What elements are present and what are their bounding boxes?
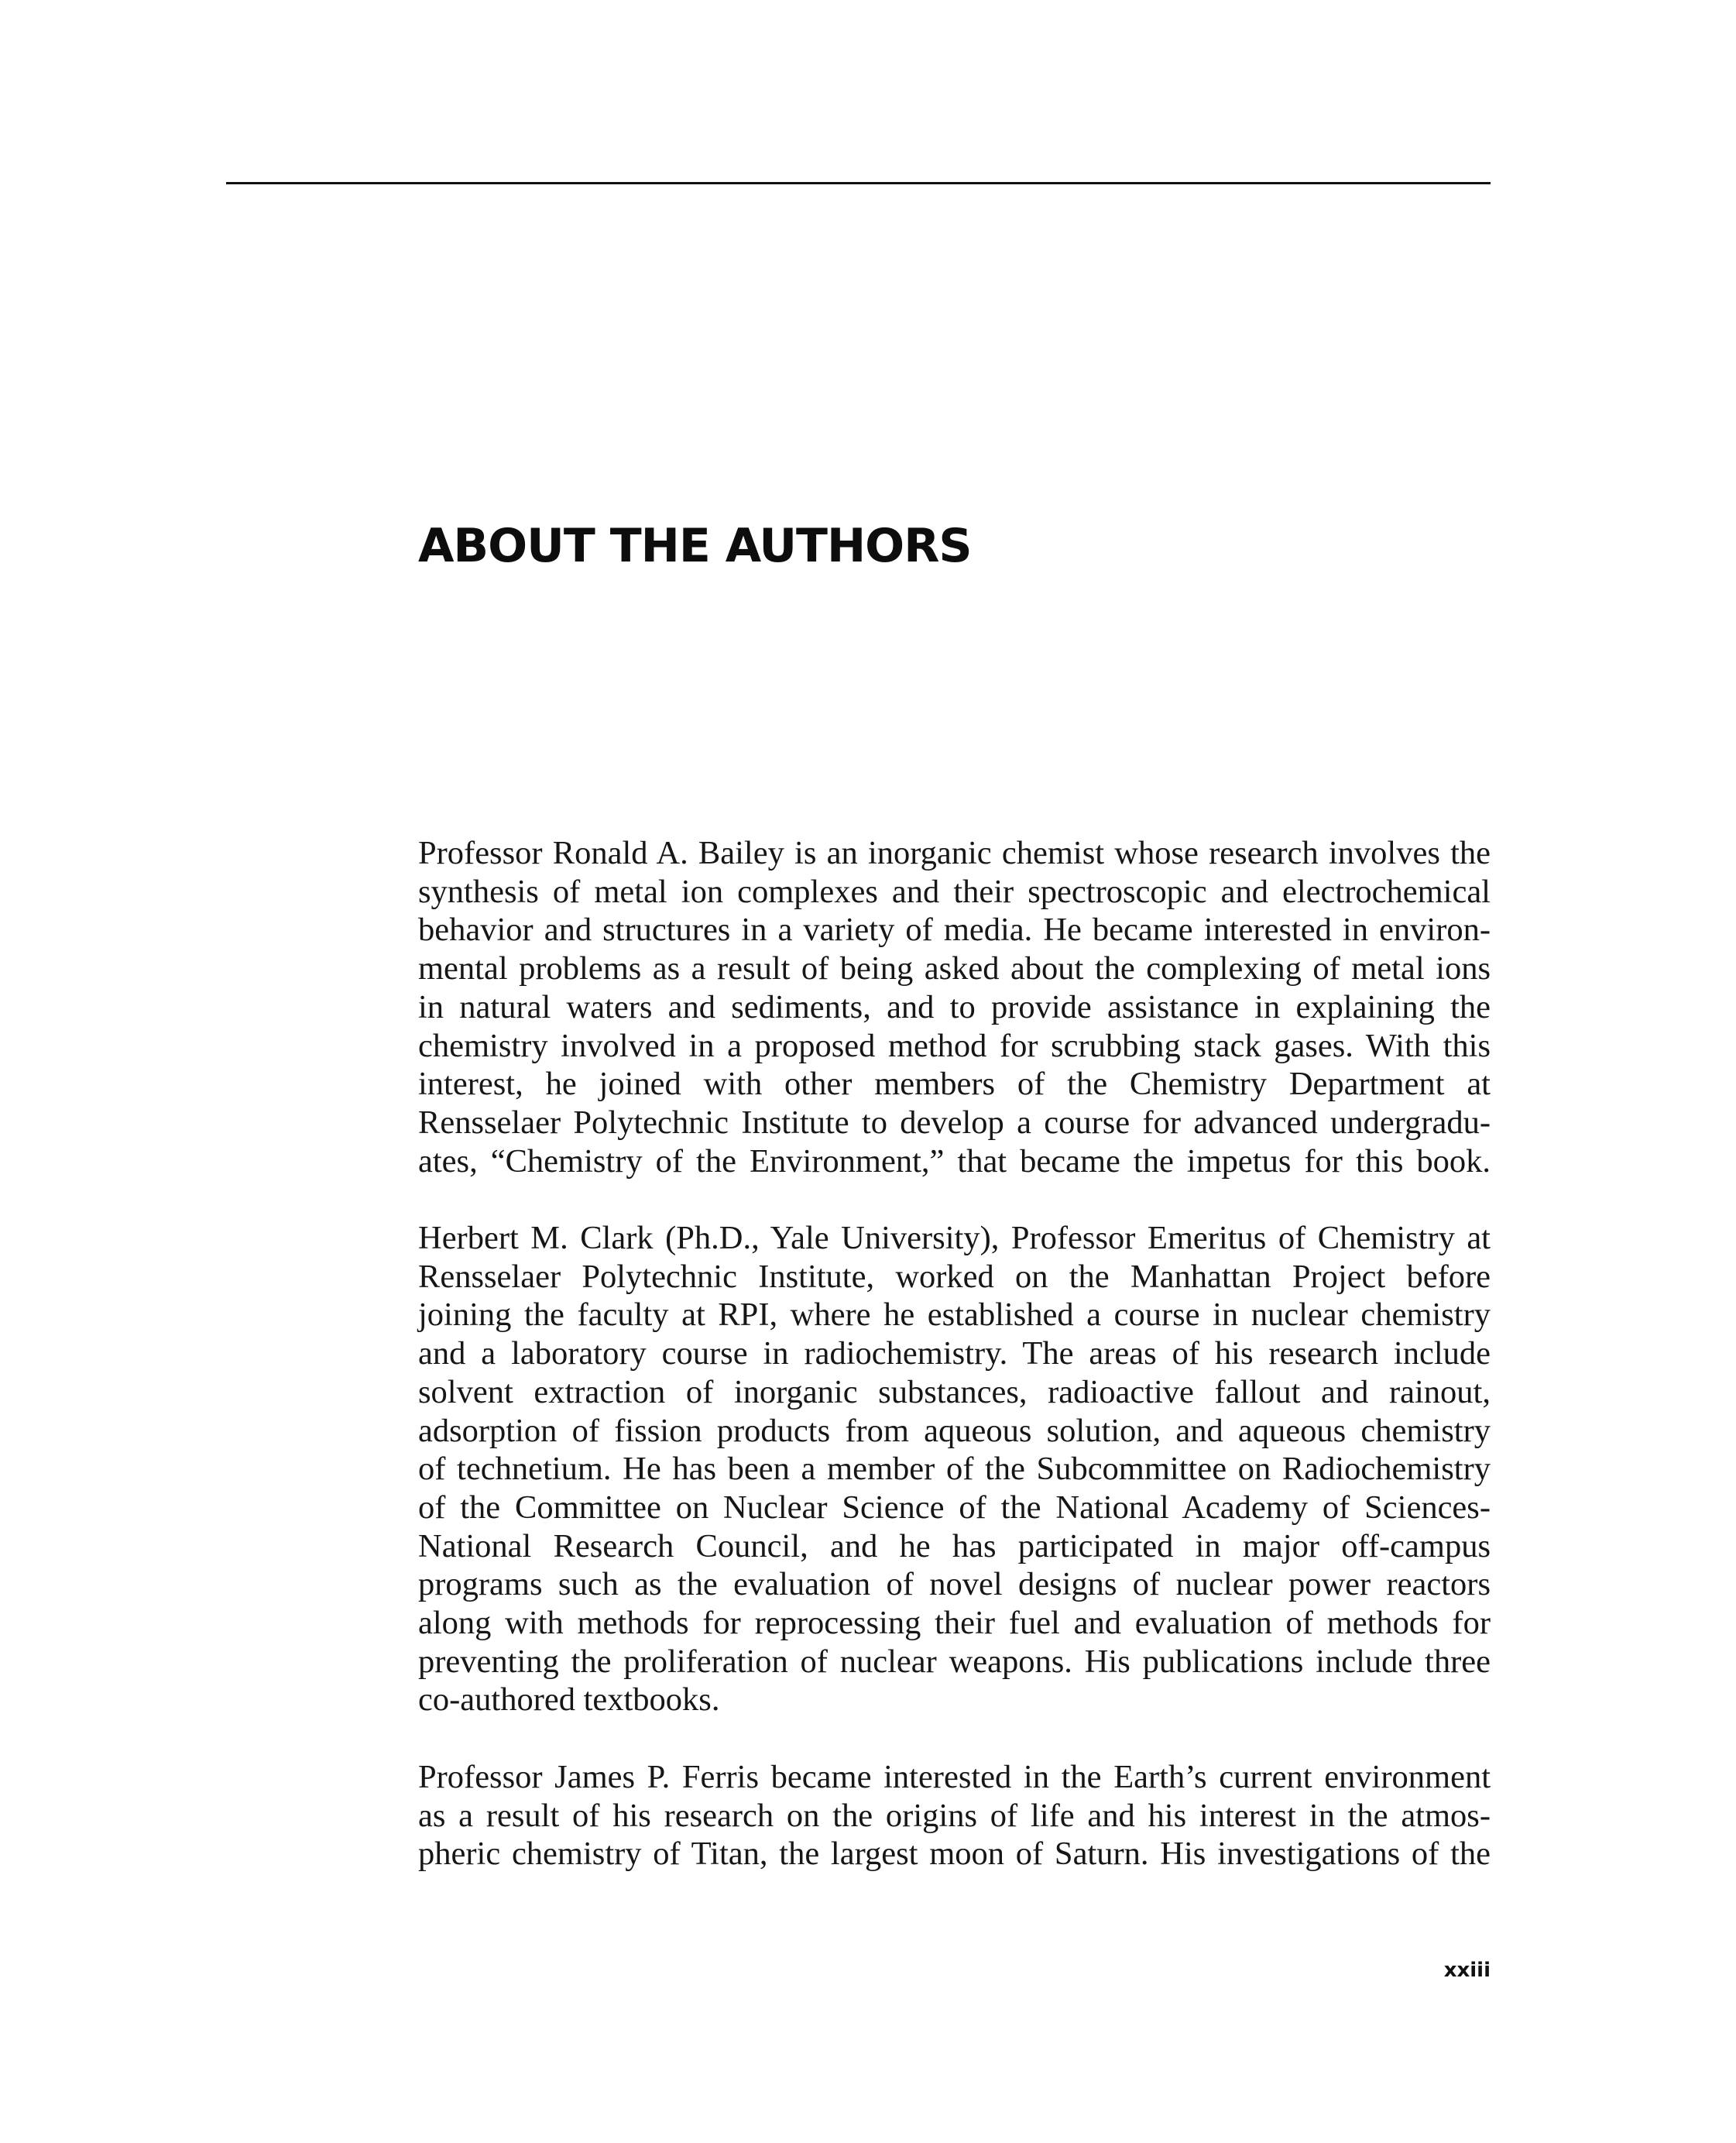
text-line: National Research Council, and he has participated in major off-campus xyxy=(418,1527,1491,1564)
header-rule xyxy=(226,182,1491,184)
page-number: xxiii xyxy=(1443,1959,1491,1982)
text-line: in natural waters and sediments, and to provide assistance in explaining the xyxy=(418,988,1491,1025)
paragraph-clark xyxy=(418,1219,1491,1719)
text-line: behavior and structures in a variety of media. He became interested in environ- xyxy=(418,912,1491,949)
text-line: of technetium. He has been a member of the Subcommittee on Radiochemistry xyxy=(418,1451,1491,1488)
text-line: mental problems as a result of being asked about the complexing of metal ions xyxy=(418,950,1491,987)
text-line: preventing the proliferation of nuclear weapons. His publications include three xyxy=(418,1643,1491,1680)
text-line: and a laboratory course in radiochemistry. The areas of his research include xyxy=(418,1335,1491,1372)
text-line: Professor James P. Ferris became interested in the Earth’s current environment xyxy=(418,1758,1491,1795)
text-line: Rensselaer Polytechnic Institute, worked on the Manhattan Project before xyxy=(418,1258,1491,1295)
text-line: along with methods for reprocessing their fuel and evaluation of methods for xyxy=(418,1605,1491,1642)
body-text xyxy=(418,834,1491,1912)
text-line: pheric chemistry of Titan, the largest moon of Saturn. His investigations of the xyxy=(418,1836,1491,1873)
text-line: joining the faculty at RPI, where he established a course in nuclear chemistry xyxy=(418,1296,1491,1334)
text-line: as a result of his research on the origins of life and his interest in the atmos- xyxy=(418,1797,1491,1834)
text-line: solvent extraction of inorganic substances, radioactive fallout and rainout, xyxy=(418,1373,1491,1410)
paragraph-bailey xyxy=(418,834,1491,1180)
text-line: interest, he joined with other members of the Chemistry Department at xyxy=(418,1066,1491,1103)
text-line: ates, “Chemistry of the Environment,” that became the impetus for this book. xyxy=(418,1142,1491,1180)
text-line: synthesis of metal ion complexes and their spectroscopic and electrochemical xyxy=(418,873,1491,910)
text-line: Rensselaer Polytechnic Institute to develop a course for advanced undergradu- xyxy=(418,1104,1491,1141)
text-line: of the Committee on Nuclear Science of the National Academy of Sciences- xyxy=(418,1489,1491,1526)
text-line: Professor Ronald A. Bailey is an inorganic chemist whose research involves the xyxy=(418,835,1491,871)
text-line: programs such as the evaluation of novel designs of nuclear power reactors xyxy=(418,1566,1491,1603)
text-line: Herbert M. Clark (Ph.D., Yale University), Professor Emeritus of Chemistry at xyxy=(418,1220,1491,1257)
text-line: adsorption of fission products from aqueous solution, and aqueous chemistry xyxy=(418,1412,1491,1449)
text-line: co-authored textbooks. xyxy=(418,1681,720,1719)
paragraph-ferris xyxy=(418,1758,1491,1873)
chapter-title: ABOUT THE AUTHORS xyxy=(418,519,972,573)
text-line: chemistry involved in a proposed method for scrubbing stack gases. With this xyxy=(418,1027,1491,1064)
